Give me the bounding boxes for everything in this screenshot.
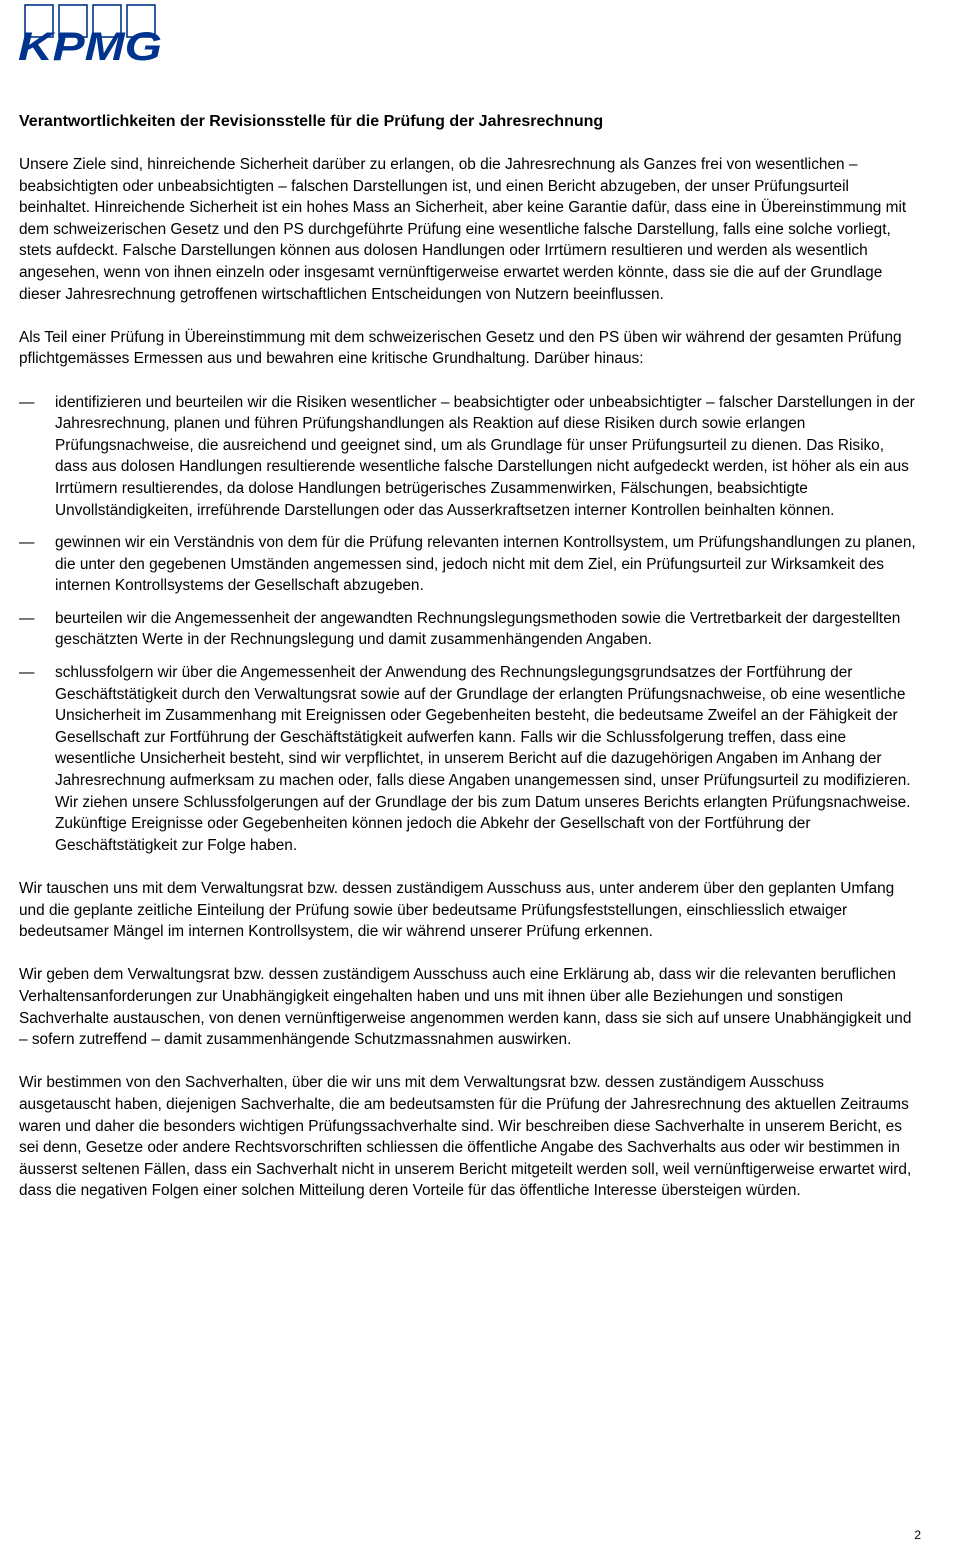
communication-paragraph: Wir tauschen uns mit dem Verwaltungsrat bzw. dessen zuständigem Ausschuss aus, unter anderem über den geplanten Umfang und die geplante zeitliche Einteilung der Prüfung sowie über bedeutsame Prüfungsfeststellungen, einschliesslich etwaiger bedeutsamer Mängel im internen Kontrollsystem, die wir während unserer Prüfung erkennen. [19,880,895,941]
list-item-text: identifizieren und beurteilen wir die Risiken wesentlicher – beabsichtigter oder unbeabsichtigter – falscher Darstellungen in der Jahresrechnung, planen und führen Prüfungshandlungen als Reaktion auf diese Risiken durch sowie erlangen Prüfungsnachweise, die ausreichend und geeignet sind, um als Grundlage für unser Prüfungsurteil zu dienen. Das Risiko, dass aus dolosen Handlungen resultierende wesentliche falsche Darstellungen nicht aufgedeckt werden, ist höher als ein aus Irrtümern resultierendes, da dolose Handlungen betrügerisches Zusammenwirken, Fälschungen, beabsichtigte Unvollständigkeiten, irreführende Darstellungen oder das Ausserkraftsetzen interner Kontrollen beinhalten können. [55,393,915,519]
list-item-text: schlussfolgern wir über die Angemessenheit der Anwendung des Rechnungslegungsgrundsatzes der Fortführung der Geschäftstätigkeit durch den Verwaltungsrat sowie auf der Grundlage der erlangten Prüfungsnachweise, ob eine wesentliche Unsicherheit im Zusammenhang mit Ereignissen oder Gegebenheiten besteht, die bedeutsame Zweifel an der Fähigkeit der Gesellschaft zur Fortführung der Geschäftstätigkeit aufwerfen kann. Falls wir die Schlussfolgerung treffen, dass eine wesentliche Unsicherheit besteht, sind wir verpflichtet, in unserem Bericht auf die dazugehörigen Angaben im Anhang der Jahresrechnung aufmerksam zu machen oder, falls diese Angaben unangemessen sind, unser Prüfungsurteil zu modifizieren. Wir ziehen unsere Schlussfolgerungen auf der Grundlage der bis zum Datum unseres Berichts erlangten Prüfungsnachweise. Zukünftige Ereignisse oder Gegebenheiten können jedoch die Abkehr der Gesellschaft von der Fortführung der Geschäftstätigkeit zur Folge haben. [55,664,911,854]
kpmg-logo [18,4,170,64]
logo-text: KPMG [18,25,162,64]
dash-bullet: — [19,534,35,552]
procedure-paragraph: Als Teil einer Prüfung in Übereinstimmung mit dem schweizerischen Gesetz und den PS üben wir während der gesamten Prüfung pflichtgemässes Ermessen aus und bewahren eine kritische Grundhaltung. Darüber hinaus: [19,328,902,368]
independence-paragraph: Wir geben dem Verwaltungsrat bzw. dessen zuständigem Ausschuss auch eine Erklärung ab, dass wir die relevanten beruflichen Verhaltensanforderungen zur Unabhängigkeit eingehalten haben und uns mit ihnen über alle Beziehungen und sonstigen Sachverhalte austauschen, von denen vernünftigerweise angenommen werden kann, dass sie sich auf unsere Unabhängigkeit und – sofern zutreffend – damit zusammenhängende Schutzmassnahmen auswirken. [19,966,912,1049]
dash-bullet: — [19,664,35,682]
section-title: Verantwortlichkeiten der Revisionsstelle für die Prüfung der Jahresrechnung [19,113,604,130]
page-number: 2 [914,1528,921,1542]
dash-bullet: — [19,393,35,411]
main-content [19,154,919,1224]
list-item [19,608,919,651]
list-item [19,532,919,597]
responsibilities-list [19,392,919,857]
list-item-text: gewinnen wir ein Verständnis von dem für die Prüfung relevanten internen Kontrollsystem, um Prüfungshandlungen zu planen, die unter den gegebenen Umständen angemessen sind, jedoch nicht mit dem Ziel, ein Prüfungsurteil zur Wirksamkeit des internen Kontrollsystems der Gesellschaft abzugeben. [55,534,916,595]
intro-paragraph: Unsere Ziele sind, hinreichende Sicherheit darüber zu erlangen, ob die Jahresrechnung als Ganzes frei von wesentlichen – beabsichtigten oder unbeabsichtigten – falschen Darstellungen ist, und einen Bericht abzugeben, der unser Prüfungsurteil beinhaltet. Hinreichende Sicherheit ist ein hohes Mass an Sicherheit, aber keine Garantie dafür, dass eine in Übereinstimmung mit dem schweizerischen Gesetz und den PS durchgeführte Prüfung eine wesentliche falsche Darstellung, falls eine solche vorliegt, stets aufdeckt. Falsche Darstellungen können aus dolosen Handlungen oder Irrtümern resultieren und werden als wesentlich angesehen, wenn von ihnen einzeln oder insgesamt vernünftigerweise erwartet werden könnte, dass sie die auf der Grundlage dieser Jahresrechnung getroffenen wirtschaftlichen Entscheidungen von Nutzern beeinflussen. [19,156,907,303]
list-item-text: beurteilen wir die Angemessenheit der angewandten Rechnungslegungsmethoden sowie die Vertretbarkeit der dargestellten geschätzten Werte in der Rechnungslegung und damit zusammenhängenden Angaben. [55,609,901,649]
dash-bullet: — [19,609,35,627]
list-item [19,392,919,522]
key-audit-matters-paragraph: Wir bestimmen von den Sachverhalten, über die wir uns mit dem Verwaltungsrat bzw. dessen zuständigem Ausschuss ausgetauscht haben, diejenigen Sachverhalte, die am bedeutsamsten für die Prüfung der Jahresrechnung des aktuellen Zeitraums waren und daher die besonders wichtigen Prüfungssachverhalte sind. Wir beschreiben diese Sachverhalte in unserem Bericht, es sei denn, Gesetze oder andere Rechtsvorschriften schliessen die öffentliche Angabe des Sachverhalts aus oder wir bestimmen in äusserst seltenen Fällen, dass ein Sachverhalt nicht in unserem Bericht mitgeteilt werden soll, weil vernünftigerweise erwartet wird, dass die negativen Folgen einer solchen Mitteilung deren Vorteile für das öffentliche Interesse übersteigen würden. [19,1074,912,1200]
list-item [19,662,919,856]
